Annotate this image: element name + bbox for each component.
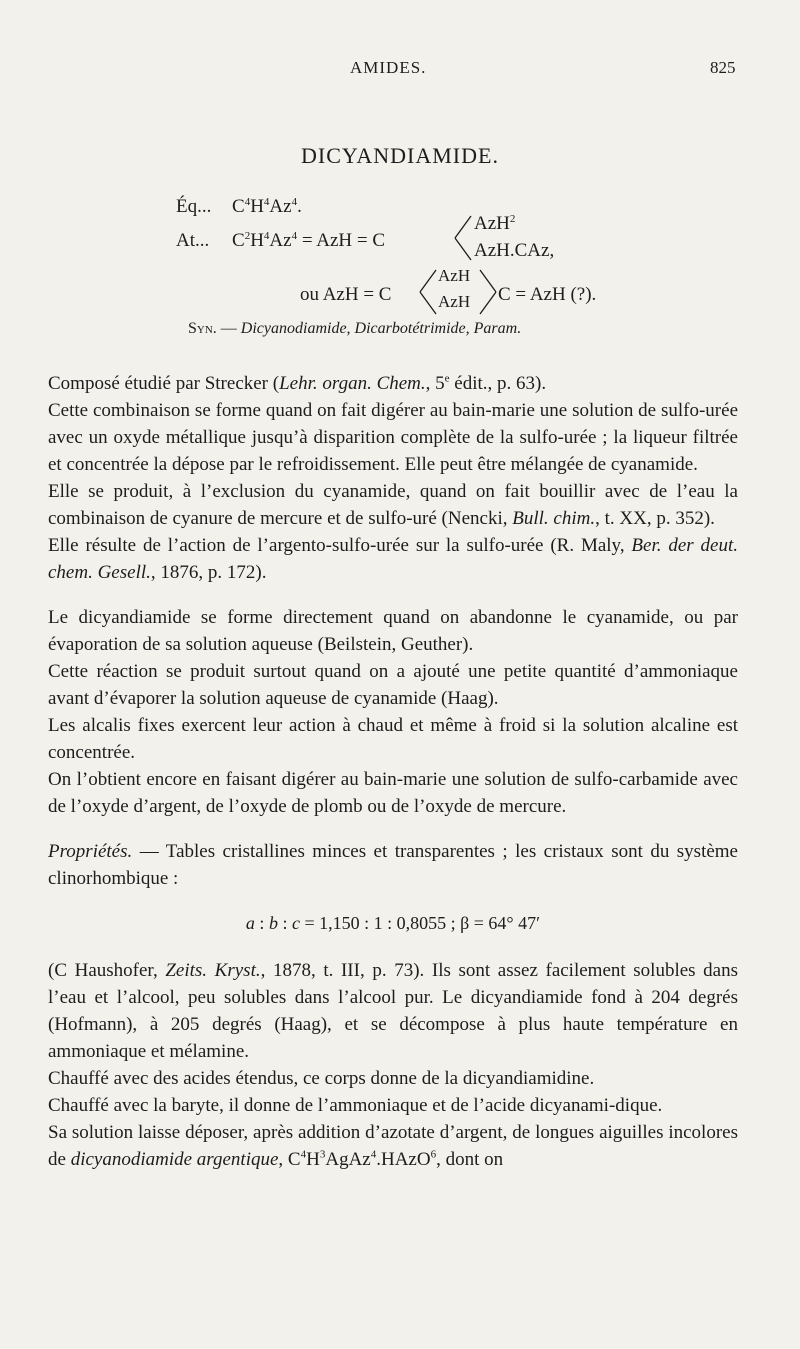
branch-top: AzH$^2$ — [474, 213, 516, 234]
paragraph: Chauffé avec la baryte, il donne de l’ammoniaque et de l’acide dicyanami-dique. — [48, 1095, 663, 1116]
paragraph: (C Haushofer, Zeits. Kryst., 1878, t. III, p. 73). Ils sont assez facilement solubles dans l’eau et l’alcool, peu solubles dans l’alcool pur. Le dicyandiamide fond à 204 degrés (Hofmann), à 205 degrés (Haag), et se décompose à plus haute température en ammoniaque et mélamine. — [48, 960, 739, 1062]
at-formula: $C^2H^4Az^4$ = AzH = C — [232, 230, 386, 251]
paragraph: Sa solution laisse déposer, après addition d’azotate d’argent, de longues aiguilles incolores de dicyanodiamide argentique, $C^4H^3AgAz^4.HAzO^6$, dont on — [48, 1122, 738, 1170]
paragraph: Le dicyandiamide se forme directement quand on abandonne le cyanamide, ou par évaporation de sa solution aqueuse (Beilstein, Geuther). — [48, 607, 738, 655]
paragraph: Les alcalis fixes exercent leur action à chaud et même à froid si la solution alcaline est concentrée. — [48, 715, 738, 763]
ring-top: AzH — [438, 266, 471, 285]
paragraph: Elle se produit, à l’exclusion du cyanamide, quand on fait bouillir avec de l’eau la combinaison de cyanure de mercure et de sulfo-uré (Nencki, Bull. chim., t. XX, p. 352). — [48, 481, 738, 529]
branch-bottom: AzH.CAz, — [474, 240, 555, 261]
paragraph: On l’obtient encore en faisant digérer au bain-marie une solution de sulfo-carbamide avec de l’oxyde d’argent, de l’oxyde de plomb ou de l’oxyde de mercure. — [48, 769, 738, 817]
synonyms-names: Dicyanodiamide, Dicarbotétrimide, Param. — [240, 320, 522, 337]
eq-formula: $C^4H^4Az^4$. — [232, 196, 302, 217]
paragraph-properties: Propriétés. — Tables cristallines minces et transparentes ; les cristaux sont du système clinorhombique : — [48, 841, 738, 889]
synonyms-label: Syn. — [188, 320, 217, 337]
paragraph: Composé étudié par Strecker (Lehr. organ. Chem., 5e édit., p. 63). — [48, 372, 547, 394]
paragraph: Cette réaction se produit surtout quand on a ajouté une petite quantité d’ammoniaque avant d’évaporer la solution aqueuse de cyanamide (Haag). — [48, 661, 738, 709]
running-header: AMIDES. — [350, 58, 427, 77]
branch-bracket — [453, 212, 473, 264]
section-title: DICYANDIAMIDE. — [301, 143, 499, 168]
alt-prefix: ou AzH = C — [300, 284, 392, 305]
paragraph: Elle résulte de l’action de l’argento-sulfo-urée sur la sulfo-urée (R. Maly, Ber. der deut. chem. Gesell., 1876, p. 172). — [48, 535, 738, 583]
paragraph: Chauffé avec des acides étendus, ce corps donne de la dicyandiamidine. — [48, 1068, 595, 1089]
ring-bottom: AzH — [438, 292, 471, 311]
page-number: 825 — [710, 58, 736, 77]
crystal-equation: a : b : c = 1,150 : 1 : 0,8055 ; β = 64° 47′ — [245, 913, 541, 933]
paragraph: Cette combinaison se forme quand on fait digérer au bain-marie une solution de sulfo-urée avec un oxyde métallique jusqu’à disparition complète de la sulfo-urée ; la liqueur filtrée et concentrée la dépose par le refroidissement. Elle peut être mélangée de cyanamide. — [48, 400, 738, 475]
synonyms-line — [188, 320, 521, 338]
at-label: At... — [176, 230, 210, 251]
alt-suffix: C = AzH (?). — [498, 284, 597, 305]
body-text — [48, 370, 738, 1173]
synonyms-dash: — — [220, 320, 237, 337]
eq-label: Éq... — [176, 196, 212, 217]
